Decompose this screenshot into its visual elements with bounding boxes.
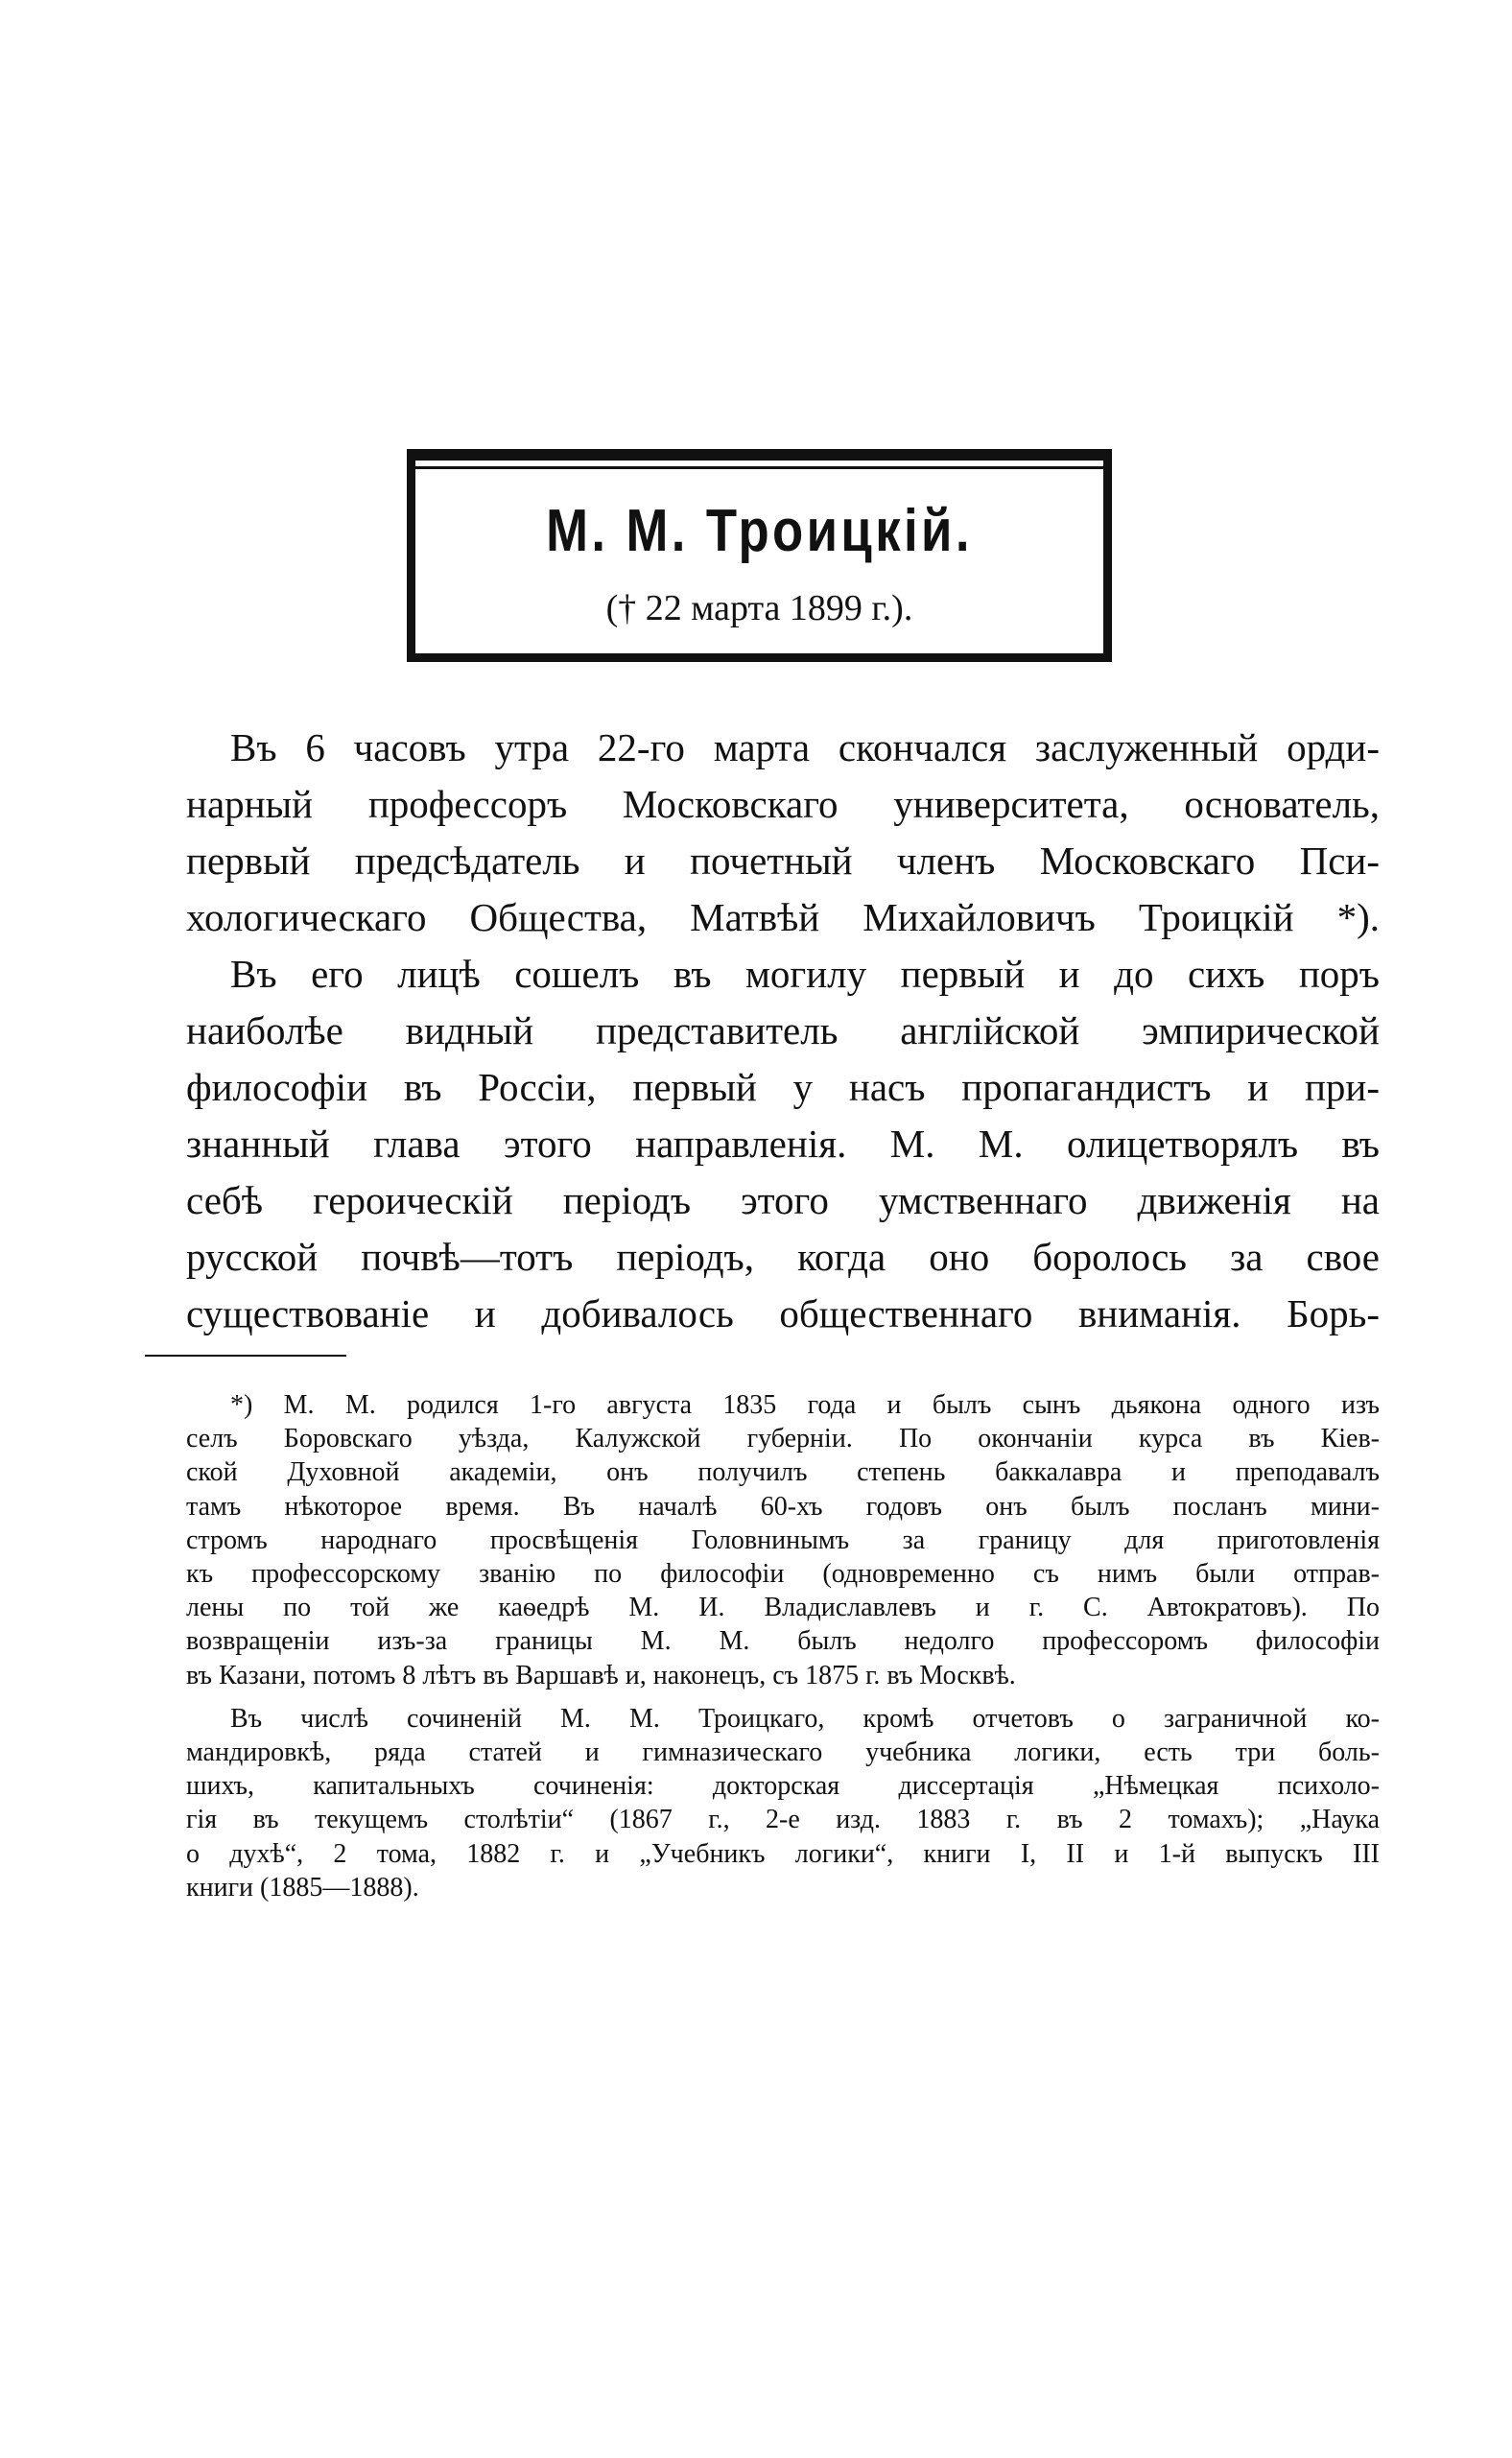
footnote-line-text: шихъ, капитальныхъ сочиненія: докторская диссертація „Нѣмецкая психоло- (186, 1771, 1380, 1802)
body-line (186, 1229, 1380, 1286)
footnote-line-text: стромъ народнаго просвѣщенія Головнинымъ за границу для приготовленія (186, 1524, 1380, 1555)
page-title: М. М. Троицкій. (546, 498, 973, 564)
body-line (186, 1172, 1380, 1229)
footnote-line (186, 1524, 1380, 1557)
footnote-line (186, 1557, 1380, 1591)
footnote-line-text: въ Казани, потомъ 8 лѣтъ въ Варшавѣ и, наконецъ, съ 1875 г. въ Москвѣ. (186, 1660, 1016, 1690)
body-line (186, 776, 1380, 833)
footnote-line-text: селъ Боровскаго уѣзда, Калужской губерніи. По окончаніи курса въ Кіев- (186, 1424, 1380, 1454)
footnote-line (186, 1871, 1380, 1904)
footnote-line (186, 1388, 1380, 1422)
footnote-line-text: *) М. М. родился 1-го августа 1835 года и былъ сынъ дьякона одного изъ (230, 1390, 1380, 1420)
body-line (186, 833, 1380, 889)
body-line-text: Въ 6 часовъ утра 22-го марта скончался заслуженный орди- (230, 725, 1380, 769)
footnote-line (186, 1803, 1380, 1836)
footnote-line (186, 1490, 1380, 1524)
body-line-text: первый предсѣдатель и почетный членъ Московскаго Пси- (186, 839, 1380, 883)
body-line-text: себѣ героическій періодъ этого умственнаго движенія на (186, 1178, 1380, 1222)
footnote-line (186, 1455, 1380, 1489)
footnote-line-text: лены по той же каѳедрѣ М. И. Владиславлевъ и г. С. Автократовъ). По (186, 1593, 1380, 1623)
footnote-line-text: Въ числѣ сочиненій М. М. Троицкаго, кромѣ отчетовъ о заграничной ко- (230, 1703, 1380, 1734)
body-line (186, 720, 1380, 776)
body-line (186, 1116, 1380, 1172)
body-line-text: философіи въ Россіи, первый у насъ пропагандистъ и при- (186, 1065, 1380, 1109)
footnote-line-text: о духѣ“, 2 тома, 1882 г. и „Учебникъ логики“, книги I, II и 1-й выпускъ III (186, 1838, 1380, 1869)
footnote-line-text: тамъ нѣкоторое время. Въ началѣ 60-хъ годовъ онъ былъ посланъ мини- (186, 1491, 1380, 1522)
footnote-line (186, 1702, 1380, 1736)
body-line-text: Въ его лицѣ сошелъ въ могилу первый и до сихъ поръ (230, 952, 1380, 996)
body-line-text: хологическаго Общества, Матвѣй Михайловичъ Троицкій *). (186, 895, 1380, 939)
footnote-line (186, 1837, 1380, 1871)
body-line (186, 1286, 1380, 1342)
footnote-line (186, 1659, 1380, 1692)
footnote-separator (145, 1355, 346, 1357)
body-line-text: наиболѣе видный представитель англійской эмпирической (186, 1008, 1380, 1052)
body-line (186, 946, 1380, 1003)
body-line (186, 889, 1380, 946)
body-line-text: нарный профессоръ Московскаго университета, основатель, (186, 782, 1380, 826)
body-line (186, 1059, 1380, 1116)
footnote-line-text: книги (1885—1888). (186, 1872, 419, 1903)
footnote-line-text: возвращеніи изъ-за границы М. М. былъ недолго профессоромъ философіи (186, 1626, 1380, 1657)
footnote-line (186, 1736, 1380, 1769)
footnote-line (186, 1591, 1380, 1624)
footnote-line (186, 1422, 1380, 1455)
body-line-text: русской почвѣ—тотъ періодъ, когда оно боролось за свое (186, 1235, 1380, 1279)
body-line-text: знанный глава этого направленія. М. М. олицетворялъ въ (186, 1122, 1380, 1166)
footnote-line-text: гія въ текущемъ столѣтіи“ (1867 г., 2-е изд. 1883 г. въ 2 томахъ); „Наука (186, 1805, 1380, 1835)
death-date-subtitle: († 22 марта 1899 г.). (605, 588, 913, 628)
footnote-line (186, 1769, 1380, 1803)
footnote-line-text: ской Духовной академіи, онъ получилъ степень баккалавра и преподавалъ (186, 1457, 1380, 1488)
footnote-line-text: мандировкѣ, ряда статей и гимназическаго учебника логики, есть три боль- (186, 1737, 1380, 1767)
footnote-line (186, 1624, 1380, 1658)
title-frame (407, 449, 1112, 662)
body-line (186, 1003, 1380, 1059)
body-line-text: существованіе и добивалось общественнаго вниманія. Борь- (186, 1291, 1380, 1335)
footnote-line-text: къ профессорскому званію по философіи (одновременно съ нимъ были отправ- (186, 1559, 1380, 1589)
